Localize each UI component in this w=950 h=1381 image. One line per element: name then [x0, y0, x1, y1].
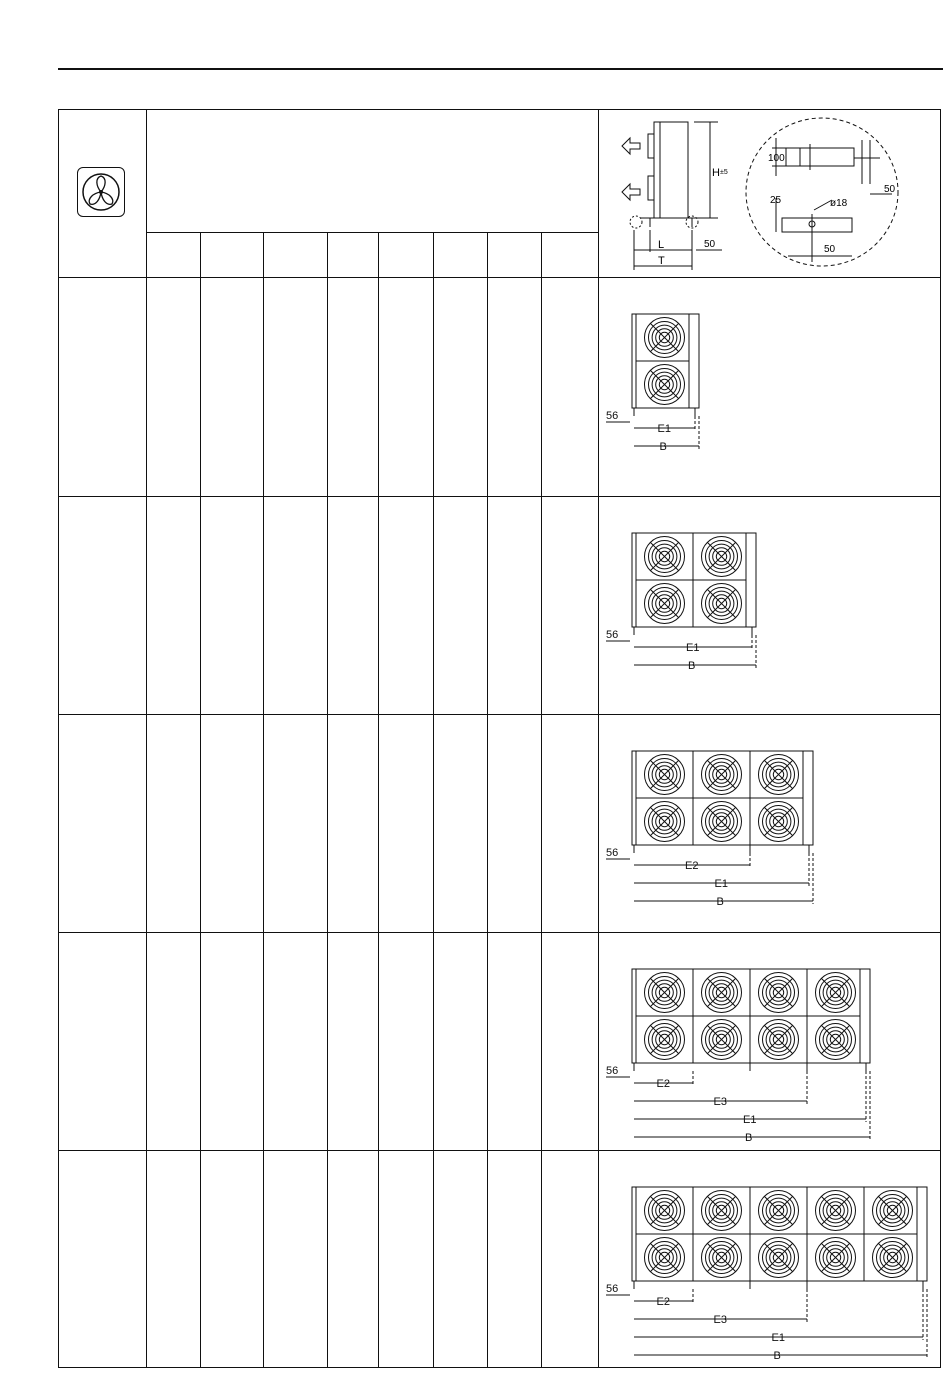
- dim-label-e3: E3: [713, 1314, 727, 1326]
- dim-label-e2: E2: [656, 1296, 670, 1308]
- fan-icon: [816, 1238, 856, 1278]
- fan-icon: [645, 318, 685, 358]
- col-line-3: [263, 232, 264, 1368]
- col-line-5: [378, 232, 379, 1368]
- row-diagram-4: [600, 935, 940, 1147]
- side-view-diagram: [600, 112, 740, 274]
- fan-icon: [759, 1191, 799, 1231]
- fan-icon: [645, 973, 685, 1013]
- fan-icon: [702, 1191, 742, 1231]
- fan-icon: [702, 755, 742, 795]
- dim-label-e2: E2: [656, 1078, 670, 1090]
- dim-56-label: 56: [606, 1283, 619, 1295]
- detail-100-label: 100: [768, 153, 785, 164]
- fan-icon: [702, 1020, 742, 1060]
- fan-symbol-icon: [77, 167, 125, 217]
- row-line-3: [58, 714, 941, 715]
- row-line-5: [58, 1150, 941, 1151]
- row-line-4: [58, 932, 941, 933]
- dim-label-b: B: [745, 1132, 753, 1144]
- header-rule: [58, 68, 943, 70]
- row-line-2: [58, 496, 941, 497]
- fan-icon: [816, 1191, 856, 1231]
- h-label: H: [712, 167, 720, 179]
- t-label: T: [658, 255, 665, 267]
- dim-56-label: 56: [606, 1065, 619, 1077]
- detail-50a-label: 50: [884, 184, 896, 195]
- fan-icon: [645, 537, 685, 577]
- detail-25-label: 25: [770, 195, 782, 206]
- fan-icon: [645, 755, 685, 795]
- fan-icon: [702, 973, 742, 1013]
- h-tolerance: ±5: [720, 169, 728, 176]
- row-line-1: [58, 277, 941, 278]
- row-diagram-2: [600, 499, 940, 711]
- fan-icon: [759, 1238, 799, 1278]
- subheader-line: [146, 232, 598, 233]
- detail-50b-label: 50: [824, 244, 836, 255]
- dim-56-label: 56: [606, 847, 619, 859]
- fan-icon: [816, 1020, 856, 1060]
- col-line-6: [433, 232, 434, 1368]
- fan-icon: [759, 1020, 799, 1060]
- fan-icon: [759, 755, 799, 795]
- fan-icon: [702, 537, 742, 577]
- col-line-9: [598, 109, 599, 1368]
- row-diagram-1: [600, 280, 940, 492]
- fan-icon: [645, 1020, 685, 1060]
- col-line-4: [327, 232, 328, 1368]
- col-line-8: [541, 232, 542, 1368]
- detail-dia-label: ø18: [830, 198, 848, 209]
- foot-detail-diagram: [742, 114, 904, 272]
- fan-icon: [702, 802, 742, 842]
- dim-label-b: B: [773, 1350, 781, 1362]
- dim-50-label: 50: [704, 239, 716, 250]
- col-line-7: [487, 232, 488, 1368]
- fan-icon: [759, 973, 799, 1013]
- dim-56-label: 56: [606, 629, 619, 641]
- fan-icon: [645, 802, 685, 842]
- fan-icon: [645, 584, 685, 624]
- fan-icon: [873, 1191, 913, 1231]
- dim-label-e3: E3: [713, 1096, 727, 1108]
- dim-label-e1: E1: [657, 423, 671, 435]
- dim-label-b: B: [659, 441, 667, 453]
- dim-label-b: B: [716, 896, 724, 908]
- fan-icon: [702, 1238, 742, 1278]
- dim-label-e1: E1: [743, 1114, 757, 1126]
- fan-icon: [873, 1238, 913, 1278]
- col-line-1: [146, 109, 147, 1368]
- l-label: L: [658, 239, 665, 251]
- dim-56-label: 56: [606, 410, 619, 422]
- dim-label-e1: E1: [714, 878, 728, 890]
- fan-icon: [645, 1191, 685, 1231]
- fan-icon: [759, 802, 799, 842]
- fan-icon: [816, 973, 856, 1013]
- dim-label-e1: E1: [771, 1332, 785, 1344]
- fan-icon: [645, 1238, 685, 1278]
- fan-icon: [702, 584, 742, 624]
- fan-icon: [645, 365, 685, 405]
- dim-label-b: B: [688, 660, 696, 672]
- dim-label-e1: E1: [686, 642, 700, 654]
- dim-label-e2: E2: [685, 860, 699, 872]
- col-line-2: [200, 232, 201, 1368]
- row-diagram-3: [600, 717, 940, 929]
- row-diagram-5: [600, 1153, 940, 1365]
